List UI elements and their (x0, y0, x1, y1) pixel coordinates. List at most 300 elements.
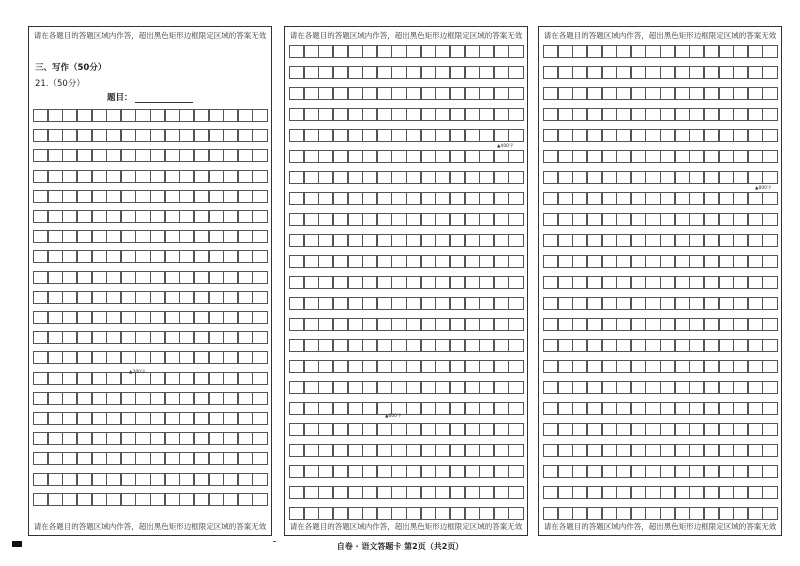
grid-cell[interactable] (748, 192, 763, 205)
grid-cell[interactable] (194, 311, 209, 324)
grid-cell[interactable] (391, 171, 406, 184)
grid-cell[interactable] (106, 109, 121, 122)
grid-cell[interactable] (465, 339, 480, 352)
grid-cell[interactable] (435, 318, 450, 331)
grid-cell[interactable] (558, 297, 573, 310)
grid-cell[interactable] (106, 271, 121, 284)
grid-cell[interactable] (252, 372, 267, 385)
grid-cell[interactable] (508, 507, 523, 520)
grid-cell[interactable] (223, 412, 238, 425)
grid-cell[interactable] (92, 493, 107, 506)
grid-cell[interactable] (62, 271, 77, 284)
grid-cell[interactable] (479, 381, 494, 394)
grid-cell[interactable] (572, 108, 587, 121)
grid-cell[interactable] (223, 170, 238, 183)
grid-cell[interactable] (719, 255, 734, 268)
grid-cell[interactable] (62, 351, 77, 364)
grid-cell[interactable] (450, 444, 465, 457)
grid-cell[interactable] (348, 339, 363, 352)
grid-cell[interactable] (616, 171, 631, 184)
grid-cell[interactable] (572, 192, 587, 205)
grid-cell[interactable] (209, 493, 224, 506)
grid-cell[interactable] (318, 192, 333, 205)
grid-cell[interactable] (465, 297, 480, 310)
grid-cell[interactable] (33, 109, 48, 122)
grid-cell[interactable] (572, 150, 587, 163)
grid-cell[interactable] (719, 297, 734, 310)
grid-cell[interactable] (289, 213, 304, 226)
grid-cell[interactable] (289, 255, 304, 268)
grid-cell[interactable] (304, 171, 319, 184)
grid-cell[interactable] (289, 486, 304, 499)
grid-cell[interactable] (762, 150, 777, 163)
grid-cell[interactable] (748, 318, 763, 331)
grid-cell[interactable] (252, 291, 267, 304)
grid-cell[interactable] (223, 351, 238, 364)
grid-cell[interactable] (450, 297, 465, 310)
grid-cell[interactable] (494, 465, 509, 478)
grid-cell[interactable] (150, 473, 165, 486)
grid-cell[interactable] (238, 311, 253, 324)
grid-cell[interactable] (508, 297, 523, 310)
grid-cell[interactable] (223, 311, 238, 324)
grid-cell[interactable] (645, 66, 660, 79)
grid-cell[interactable] (121, 210, 136, 223)
grid-cell[interactable] (631, 381, 646, 394)
grid-cell[interactable] (348, 255, 363, 268)
grid-cell[interactable] (77, 473, 92, 486)
grid-cell[interactable] (616, 87, 631, 100)
grid-cell[interactable] (733, 486, 748, 499)
grid-cell[interactable] (508, 486, 523, 499)
grid-cell[interactable] (421, 423, 436, 436)
grid-cell[interactable] (362, 255, 377, 268)
grid-cell[interactable] (435, 129, 450, 142)
grid-cell[interactable] (675, 297, 690, 310)
grid-cell[interactable] (289, 234, 304, 247)
grid-cell[interactable] (62, 412, 77, 425)
grid-cell[interactable] (362, 192, 377, 205)
grid-cell[interactable] (304, 297, 319, 310)
grid-cell[interactable] (631, 171, 646, 184)
grid-cell[interactable] (406, 381, 421, 394)
grid-cell[interactable] (465, 360, 480, 373)
grid-cell[interactable] (77, 432, 92, 445)
grid-cell[interactable] (150, 291, 165, 304)
grid-cell[interactable] (165, 190, 180, 203)
grid-cell[interactable] (762, 276, 777, 289)
grid-cell[interactable] (558, 507, 573, 520)
grid-cell[interactable] (348, 276, 363, 289)
grid-cell[interactable] (179, 250, 194, 263)
grid-cell[interactable] (660, 45, 675, 58)
grid-cell[interactable] (406, 150, 421, 163)
grid-cell[interactable] (748, 507, 763, 520)
grid-cell[interactable] (304, 234, 319, 247)
grid-cell[interactable] (748, 213, 763, 226)
grid-cell[interactable] (733, 507, 748, 520)
grid-cell[interactable] (92, 190, 107, 203)
grid-cell[interactable] (587, 402, 602, 415)
grid-cell[interactable] (406, 297, 421, 310)
grid-cell[interactable] (479, 507, 494, 520)
grid-cell[interactable] (209, 432, 224, 445)
grid-cell[interactable] (48, 129, 63, 142)
grid-cell[interactable] (450, 171, 465, 184)
grid-cell[interactable] (33, 412, 48, 425)
grid-cell[interactable] (631, 297, 646, 310)
grid-cell[interactable] (223, 432, 238, 445)
grid-cell[interactable] (318, 255, 333, 268)
grid-cell[interactable] (558, 360, 573, 373)
grid-cell[interactable] (675, 213, 690, 226)
grid-cell[interactable] (150, 210, 165, 223)
grid-cell[interactable] (289, 87, 304, 100)
grid-cell[interactable] (508, 318, 523, 331)
grid-cell[interactable] (135, 452, 150, 465)
grid-cell[interactable] (121, 311, 136, 324)
grid-cell[interactable] (479, 276, 494, 289)
grid-cell[interactable] (165, 250, 180, 263)
grid-cell[interactable] (106, 291, 121, 304)
grid-cell[interactable] (479, 129, 494, 142)
grid-cell[interactable] (348, 150, 363, 163)
grid-cell[interactable] (572, 213, 587, 226)
grid-cell[interactable] (289, 465, 304, 478)
grid-cell[interactable] (602, 45, 617, 58)
grid-cell[interactable] (209, 291, 224, 304)
grid-cell[interactable] (587, 465, 602, 478)
grid-cell[interactable] (179, 109, 194, 122)
grid-cell[interactable] (602, 507, 617, 520)
grid-cell[interactable] (377, 507, 392, 520)
grid-cell[interactable] (543, 276, 558, 289)
grid-cell[interactable] (48, 493, 63, 506)
grid-cell[interactable] (572, 45, 587, 58)
grid-cell[interactable] (238, 493, 253, 506)
grid-cell[interactable] (704, 423, 719, 436)
grid-cell[interactable] (304, 381, 319, 394)
grid-cell[interactable] (252, 170, 267, 183)
grid-cell[interactable] (318, 360, 333, 373)
grid-cell[interactable] (194, 291, 209, 304)
grid-cell[interactable] (704, 213, 719, 226)
grid-cell[interactable] (92, 291, 107, 304)
grid-cell[interactable] (660, 381, 675, 394)
grid-cell[interactable] (558, 339, 573, 352)
grid-cell[interactable] (631, 234, 646, 247)
grid-cell[interactable] (223, 250, 238, 263)
grid-cell[interactable] (377, 465, 392, 478)
grid-cell[interactable] (572, 129, 587, 142)
grid-cell[interactable] (543, 318, 558, 331)
grid-cell[interactable] (465, 423, 480, 436)
grid-cell[interactable] (494, 87, 509, 100)
grid-cell[interactable] (660, 66, 675, 79)
grid-cell[interactable] (435, 66, 450, 79)
grid-cell[interactable] (421, 171, 436, 184)
grid-cell[interactable] (631, 129, 646, 142)
grid-cell[interactable] (92, 351, 107, 364)
grid-cell[interactable] (304, 339, 319, 352)
grid-cell[interactable] (733, 108, 748, 121)
grid-cell[interactable] (333, 234, 348, 247)
grid-cell[interactable] (762, 108, 777, 121)
grid-cell[interactable] (333, 171, 348, 184)
grid-cell[interactable] (179, 412, 194, 425)
grid-cell[interactable] (479, 108, 494, 121)
grid-cell[interactable] (348, 360, 363, 373)
grid-cell[interactable] (421, 297, 436, 310)
grid-cell[interactable] (719, 423, 734, 436)
grid-cell[interactable] (435, 255, 450, 268)
grid-cell[interactable] (135, 230, 150, 243)
grid-cell[interactable] (465, 171, 480, 184)
grid-cell[interactable] (121, 351, 136, 364)
grid-cell[interactable] (223, 493, 238, 506)
grid-cell[interactable] (289, 45, 304, 58)
grid-cell[interactable] (602, 423, 617, 436)
grid-cell[interactable] (304, 444, 319, 457)
grid-cell[interactable] (645, 381, 660, 394)
grid-cell[interactable] (194, 230, 209, 243)
grid-cell[interactable] (289, 339, 304, 352)
grid-cell[interactable] (733, 381, 748, 394)
grid-cell[interactable] (223, 210, 238, 223)
grid-cell[interactable] (704, 318, 719, 331)
grid-cell[interactable] (252, 412, 267, 425)
grid-cell[interactable] (77, 311, 92, 324)
grid-cell[interactable] (304, 87, 319, 100)
grid-cell[interactable] (318, 339, 333, 352)
grid-cell[interactable] (62, 452, 77, 465)
grid-cell[interactable] (391, 66, 406, 79)
grid-cell[interactable] (179, 271, 194, 284)
grid-cell[interactable] (362, 423, 377, 436)
grid-cell[interactable] (733, 276, 748, 289)
grid-cell[interactable] (543, 171, 558, 184)
grid-cell[interactable] (733, 66, 748, 79)
grid-cell[interactable] (150, 432, 165, 445)
grid-cell[interactable] (92, 412, 107, 425)
grid-cell[interactable] (304, 402, 319, 415)
grid-cell[interactable] (179, 210, 194, 223)
grid-cell[interactable] (450, 423, 465, 436)
grid-cell[interactable] (435, 213, 450, 226)
grid-cell[interactable] (719, 87, 734, 100)
grid-cell[interactable] (435, 423, 450, 436)
grid-cell[interactable] (406, 129, 421, 142)
grid-cell[interactable] (689, 486, 704, 499)
grid-cell[interactable] (719, 150, 734, 163)
grid-cell[interactable] (631, 360, 646, 373)
grid-cell[interactable] (318, 402, 333, 415)
grid-cell[interactable] (150, 493, 165, 506)
grid-cell[interactable] (602, 360, 617, 373)
grid-cell[interactable] (558, 276, 573, 289)
grid-cell[interactable] (508, 360, 523, 373)
grid-cell[interactable] (631, 213, 646, 226)
grid-cell[interactable] (304, 192, 319, 205)
grid-cell[interactable] (165, 331, 180, 344)
grid-cell[interactable] (165, 452, 180, 465)
grid-cell[interactable] (318, 486, 333, 499)
grid-cell[interactable] (77, 129, 92, 142)
grid-cell[interactable] (209, 372, 224, 385)
grid-cell[interactable] (479, 66, 494, 79)
grid-cell[interactable] (421, 129, 436, 142)
grid-cell[interactable] (209, 412, 224, 425)
grid-cell[interactable] (689, 465, 704, 478)
grid-cell[interactable] (333, 486, 348, 499)
grid-cell[interactable] (660, 360, 675, 373)
grid-cell[interactable] (377, 444, 392, 457)
grid-cell[interactable] (494, 360, 509, 373)
grid-cell[interactable] (318, 465, 333, 478)
grid-cell[interactable] (719, 318, 734, 331)
grid-cell[interactable] (704, 171, 719, 184)
grid-cell[interactable] (406, 402, 421, 415)
grid-cell[interactable] (48, 432, 63, 445)
grid-cell[interactable] (435, 87, 450, 100)
grid-cell[interactable] (494, 171, 509, 184)
grid-cell[interactable] (62, 129, 77, 142)
grid-cell[interactable] (106, 170, 121, 183)
grid-cell[interactable] (48, 271, 63, 284)
grid-cell[interactable] (377, 87, 392, 100)
grid-cell[interactable] (92, 372, 107, 385)
grid-cell[interactable] (377, 66, 392, 79)
grid-cell[interactable] (304, 507, 319, 520)
grid-cell[interactable] (645, 360, 660, 373)
grid-cell[interactable] (209, 190, 224, 203)
grid-cell[interactable] (209, 331, 224, 344)
grid-cell[interactable] (465, 108, 480, 121)
grid-cell[interactable] (348, 234, 363, 247)
grid-cell[interactable] (689, 213, 704, 226)
grid-cell[interactable] (733, 444, 748, 457)
grid-cell[interactable] (421, 360, 436, 373)
grid-cell[interactable] (179, 473, 194, 486)
grid-cell[interactable] (48, 412, 63, 425)
grid-cell[interactable] (631, 255, 646, 268)
grid-cell[interactable] (675, 255, 690, 268)
grid-cell[interactable] (616, 318, 631, 331)
grid-cell[interactable] (106, 473, 121, 486)
grid-cell[interactable] (602, 192, 617, 205)
grid-cell[interactable] (660, 444, 675, 457)
grid-cell[interactable] (165, 271, 180, 284)
grid-cell[interactable] (194, 412, 209, 425)
grid-cell[interactable] (121, 190, 136, 203)
grid-cell[interactable] (616, 423, 631, 436)
grid-cell[interactable] (704, 381, 719, 394)
grid-cell[interactable] (602, 213, 617, 226)
grid-cell[interactable] (558, 318, 573, 331)
grid-cell[interactable] (704, 339, 719, 352)
grid-cell[interactable] (33, 250, 48, 263)
grid-cell[interactable] (377, 381, 392, 394)
grid-cell[interactable] (106, 372, 121, 385)
grid-cell[interactable] (602, 276, 617, 289)
grid-cell[interactable] (587, 255, 602, 268)
grid-cell[interactable] (704, 234, 719, 247)
grid-cell[interactable] (421, 87, 436, 100)
grid-cell[interactable] (465, 465, 480, 478)
grid-cell[interactable] (135, 210, 150, 223)
grid-cell[interactable] (252, 210, 267, 223)
grid-cell[interactable] (631, 45, 646, 58)
grid-cell[interactable] (675, 276, 690, 289)
grid-cell[interactable] (660, 255, 675, 268)
grid-cell[interactable] (92, 392, 107, 405)
grid-cell[interactable] (660, 108, 675, 121)
grid-cell[interactable] (106, 210, 121, 223)
grid-cell[interactable] (450, 192, 465, 205)
grid-cell[interactable] (435, 276, 450, 289)
grid-cell[interactable] (318, 66, 333, 79)
grid-cell[interactable] (450, 150, 465, 163)
grid-cell[interactable] (165, 129, 180, 142)
grid-cell[interactable] (223, 291, 238, 304)
grid-cell[interactable] (508, 45, 523, 58)
grid-cell[interactable] (391, 486, 406, 499)
grid-cell[interactable] (391, 192, 406, 205)
grid-cell[interactable] (616, 234, 631, 247)
grid-cell[interactable] (333, 213, 348, 226)
grid-cell[interactable] (421, 108, 436, 121)
grid-cell[interactable] (748, 45, 763, 58)
grid-cell[interactable] (391, 234, 406, 247)
grid-cell[interactable] (121, 109, 136, 122)
grid-cell[interactable] (48, 331, 63, 344)
grid-cell[interactable] (318, 45, 333, 58)
grid-cell[interactable] (238, 190, 253, 203)
grid-cell[interactable] (450, 339, 465, 352)
grid-cell[interactable] (106, 311, 121, 324)
grid-cell[interactable] (209, 109, 224, 122)
grid-cell[interactable] (494, 108, 509, 121)
grid-cell[interactable] (223, 331, 238, 344)
grid-cell[interactable] (645, 465, 660, 478)
grid-cell[interactable] (450, 108, 465, 121)
grid-cell[interactable] (92, 271, 107, 284)
grid-cell[interactable] (48, 210, 63, 223)
grid-cell[interactable] (92, 331, 107, 344)
grid-cell[interactable] (719, 171, 734, 184)
grid-cell[interactable] (121, 230, 136, 243)
grid-cell[interactable] (165, 351, 180, 364)
grid-cell[interactable] (450, 45, 465, 58)
grid-cell[interactable] (616, 108, 631, 121)
grid-cell[interactable] (762, 192, 777, 205)
grid-cell[interactable] (106, 331, 121, 344)
grid-cell[interactable] (748, 108, 763, 121)
grid-cell[interactable] (645, 444, 660, 457)
grid-cell[interactable] (733, 297, 748, 310)
grid-cell[interactable] (645, 87, 660, 100)
grid-cell[interactable] (675, 423, 690, 436)
grid-cell[interactable] (121, 412, 136, 425)
grid-cell[interactable] (48, 351, 63, 364)
grid-cell[interactable] (209, 250, 224, 263)
grid-cell[interactable] (543, 66, 558, 79)
grid-cell[interactable] (179, 372, 194, 385)
grid-cell[interactable] (165, 230, 180, 243)
grid-cell[interactable] (660, 213, 675, 226)
grid-cell[interactable] (631, 108, 646, 121)
grid-cell[interactable] (121, 271, 136, 284)
